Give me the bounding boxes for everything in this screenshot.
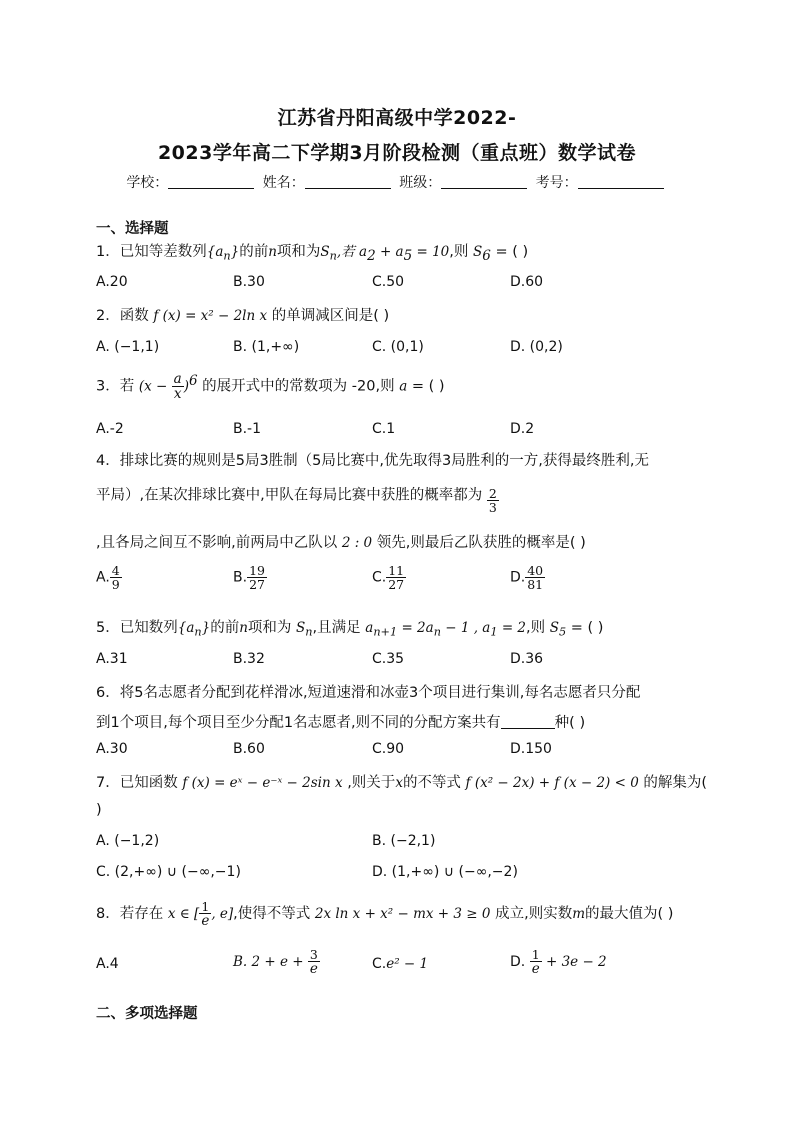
q6-option-d[interactable]: D.150 [510,741,552,757]
school-blank[interactable] [168,174,254,189]
q6-option-a[interactable]: A.30 [96,741,128,757]
question-7-line2: ) [96,802,102,818]
q5-option-d[interactable]: D.36 [510,651,544,667]
question-6-line1: 6．将5名志愿者分配到花样滑冰,短道速滑和冰壶3个项目进行集训,每名志愿者只分配 [96,685,641,701]
exam-title-line2: 2023学年高二下学期3月阶段检测（重点班）数学试卷 [157,142,637,164]
school-label: 学校： [126,175,169,191]
q5-option-a[interactable]: A.31 [96,651,128,667]
q7-option-b[interactable]: B. (−2,1) [372,833,436,849]
q4-option-b[interactable]: B. $\frac{19}{27}$ [233,563,265,593]
question-8: 8．若存在 x ∈ [ $\frac{1}{e}$ , e],使得不等式 2x ln x + x² − mx + 3 ≥ 0 成立,则实数m的最大值为( ) [96,899,674,930]
section-heading-multi-choice: 二、多项选择题 [96,1006,198,1022]
name-blank[interactable] [305,174,391,189]
q6-option-c[interactable]: C.90 [372,741,405,757]
q1-option-c[interactable]: C.50 [372,274,405,290]
question-4-line1: 4．排球比赛的规则是5局3胜制（5局比赛中,优先取得3局胜利的一方,获得最终胜利,无 [96,453,649,469]
q2-option-d[interactable]: D. (0,2) [510,339,563,355]
q2-option-a[interactable]: A. (−1,1) [96,339,160,355]
question-2: 2．函数 f (x) = x² − 2ln x 的单调减区间是( ) [96,308,390,324]
q5-option-b[interactable]: B.32 [233,651,265,667]
q8-option-c[interactable]: C.e² − 1 [372,956,429,972]
q8-interval-fraction: $\frac{1}{e}$ [201,899,210,930]
q8-option-d[interactable]: D. $\frac{1}{e}$ + 3e − 2 [510,947,607,978]
q6-answer-blank[interactable] [501,714,555,729]
name-label: 姓名： [262,175,305,191]
q6-option-b[interactable]: B.60 [233,741,265,757]
class-blank[interactable] [441,174,527,189]
section-heading-single-choice: 一、选择题 [96,221,169,237]
exam-number-label: 考号： [535,175,578,191]
question-6-line2: 到1个项目,每个项目至少分配1名志愿者,则不同的分配方案共有 种( ) [96,715,586,731]
question-5: 5．已知数列$\{a_n\}$的前n项和为 $S_n$,且满足 $a_{n+1} = 2a_n - 1$ , $a_1 = 2$,则 $S_5$ = ( ) [96,620,604,639]
q2-option-c[interactable]: C. (0,1) [372,339,424,355]
question-7-line1: 7．已知函数 f (x) = eˣ − e⁻ˣ − 2sin x ,则关于x的不等式 f (x² − 2x) + f (x − 2) < 0 的解集为( [96,775,708,791]
q7-option-c[interactable]: C. (2,+∞) ∪ (−∞,−1) [96,864,241,880]
question-4-line3: ,且各局之间互不影响,前两局中乙队以 2 : 0 领先,则最后乙队获胜的概率是( ) [96,535,586,551]
question-1: 1．已知等差数列$\{a_n\}$的前n项和为$S_n$,若 $a_2 + a_5 = 10$,则 $S_6$ = ( ) [96,244,529,264]
q3-option-b[interactable]: B.-1 [233,421,262,437]
q2-option-b[interactable]: B. (1,+∞) [233,339,300,355]
q4-option-c[interactable]: C. $\frac{11}{27}$ [372,563,405,593]
q3-fraction: $\frac{a}{x}$ [173,371,182,403]
q1-option-d[interactable]: D.60 [510,274,544,290]
q4-probability-fraction: $\frac{2}{3}$ [488,486,497,516]
exam-number-blank[interactable] [578,174,664,189]
q1-option-a[interactable]: A.20 [96,274,128,290]
q7-option-d[interactable]: D. (1,+∞) ∪ (−∞,−2) [372,864,518,880]
q1-option-b[interactable]: B.30 [233,274,265,290]
q8-option-a[interactable]: A.4 [96,956,119,972]
q3-option-c[interactable]: C.1 [372,421,396,437]
question-4-line2: 平局）,在某次排球比赛中,甲队在每局比赛中获胜的概率都为 $\frac{2}{3}$ [96,486,497,516]
q7-option-a[interactable]: A. (−1,2) [96,833,160,849]
q3-option-a[interactable]: A.-2 [96,421,124,437]
q8-option-b[interactable]: B. 2 + e + $\frac{3}{e}$ [233,947,318,978]
q4-option-a[interactable]: A. $\frac{4}{9}$ [96,563,120,593]
class-label: 班级： [399,175,442,191]
q4-option-d[interactable]: D. $\frac{40}{81}$ [510,563,544,593]
q3-option-d[interactable]: D.2 [510,421,535,437]
question-3: 3．若 (x − $\frac{a}{x}$ )$^6$ 的展开式中的常数项为 -20,则 a = ( ) [96,371,445,403]
student-info-line [0,172,794,192]
q5-option-c[interactable]: C.35 [372,651,405,667]
exam-title-line1: 江苏省丹阳高级中学2022- [277,107,517,129]
